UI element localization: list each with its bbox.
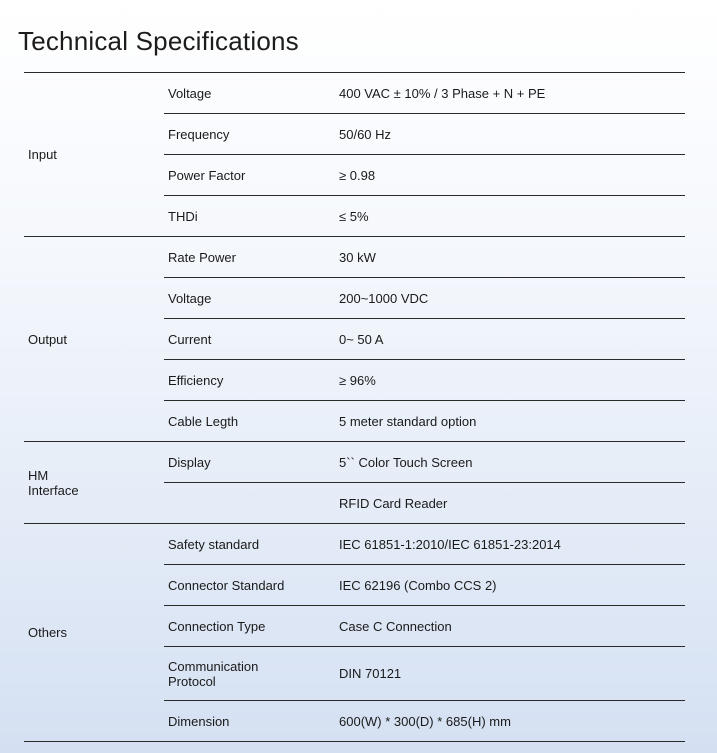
- spec-parameter: Voltage: [168, 85, 212, 101]
- spec-parameter: Frequency: [168, 126, 230, 142]
- spec-value: ≤ 5%: [339, 208, 369, 224]
- spec-value: 400 VAC ± 10% / 3 Phase + N + PE: [339, 85, 546, 101]
- spec-value: 30 kW: [339, 249, 376, 265]
- spec-row: [164, 482, 685, 523]
- spec-group: [24, 236, 685, 441]
- spec-value: ≥ 96%: [339, 372, 376, 388]
- spec-parameter: Connector Standard: [168, 577, 285, 593]
- spec-row: [164, 113, 685, 154]
- spec-parameter: THDi: [168, 208, 198, 224]
- page-title: Technical Specifications: [18, 26, 299, 56]
- spec-row: [164, 73, 685, 113]
- spec-group-label: Input: [28, 147, 57, 162]
- spec-row: [164, 154, 685, 195]
- spec-parameter: Rate Power: [168, 249, 236, 265]
- spec-value: DIN 70121: [339, 666, 402, 681]
- spec-row: [164, 646, 685, 700]
- spec-group-label: Output: [28, 331, 68, 347]
- spec-value: 5 meter standard option: [339, 413, 477, 429]
- spec-value: 600(W) * 300(D) * 685(H) mm: [339, 713, 511, 729]
- spec-value: ≥ 0.98: [339, 167, 376, 183]
- spec-value: RFID Card Reader: [339, 495, 448, 511]
- spec-row: [164, 605, 685, 646]
- spec-parameter: Power Factor: [168, 167, 246, 183]
- spec-row: [164, 237, 685, 277]
- spec-parameter: Voltage: [168, 290, 212, 306]
- spec-value: 5`` Color Touch Screen: [339, 454, 473, 470]
- spec-value: Case C Connection: [339, 618, 452, 634]
- spec-row: [164, 524, 685, 564]
- spec-parameter: Safety standard: [168, 536, 260, 552]
- spec-group-label: HM Interface: [28, 467, 79, 498]
- spec-row: [164, 564, 685, 605]
- spec-value: 50/60 Hz: [339, 126, 392, 142]
- spec-value: 200~1000 VDC: [339, 290, 429, 306]
- spec-parameter: Efficiency: [168, 372, 224, 388]
- spec-group-label: Others: [28, 625, 68, 640]
- spec-row: [164, 442, 685, 482]
- spec-rows: [164, 442, 685, 523]
- spec-parameter: Dimension: [168, 713, 230, 729]
- spec-rows: [164, 524, 685, 741]
- spec-row: [164, 359, 685, 400]
- spec-parameter: Connection Type: [168, 618, 266, 634]
- spec-row: [164, 700, 685, 741]
- spec-row: [164, 400, 685, 441]
- spec-value: IEC 61851-1:2010/IEC 61851-23:2014: [339, 536, 561, 552]
- spec-parameter: Cable Legth: [168, 413, 239, 429]
- spec-row: [164, 318, 685, 359]
- spec-value: 0~ 50 A: [339, 331, 384, 347]
- spec-rows: [164, 237, 685, 441]
- spec-row: [164, 277, 685, 318]
- spec-value: IEC 62196 (Combo CCS 2): [339, 577, 497, 593]
- spec-group: [24, 441, 685, 523]
- spec-rows: [164, 73, 685, 236]
- spec-parameter: Display: [168, 454, 211, 470]
- spec-group: [24, 73, 685, 236]
- spec-parameter: Communication Protocol: [168, 658, 259, 689]
- spec-row: [164, 195, 685, 236]
- spec-table: [24, 72, 685, 742]
- spec-group: [24, 523, 685, 741]
- spec-parameter: Current: [168, 331, 212, 347]
